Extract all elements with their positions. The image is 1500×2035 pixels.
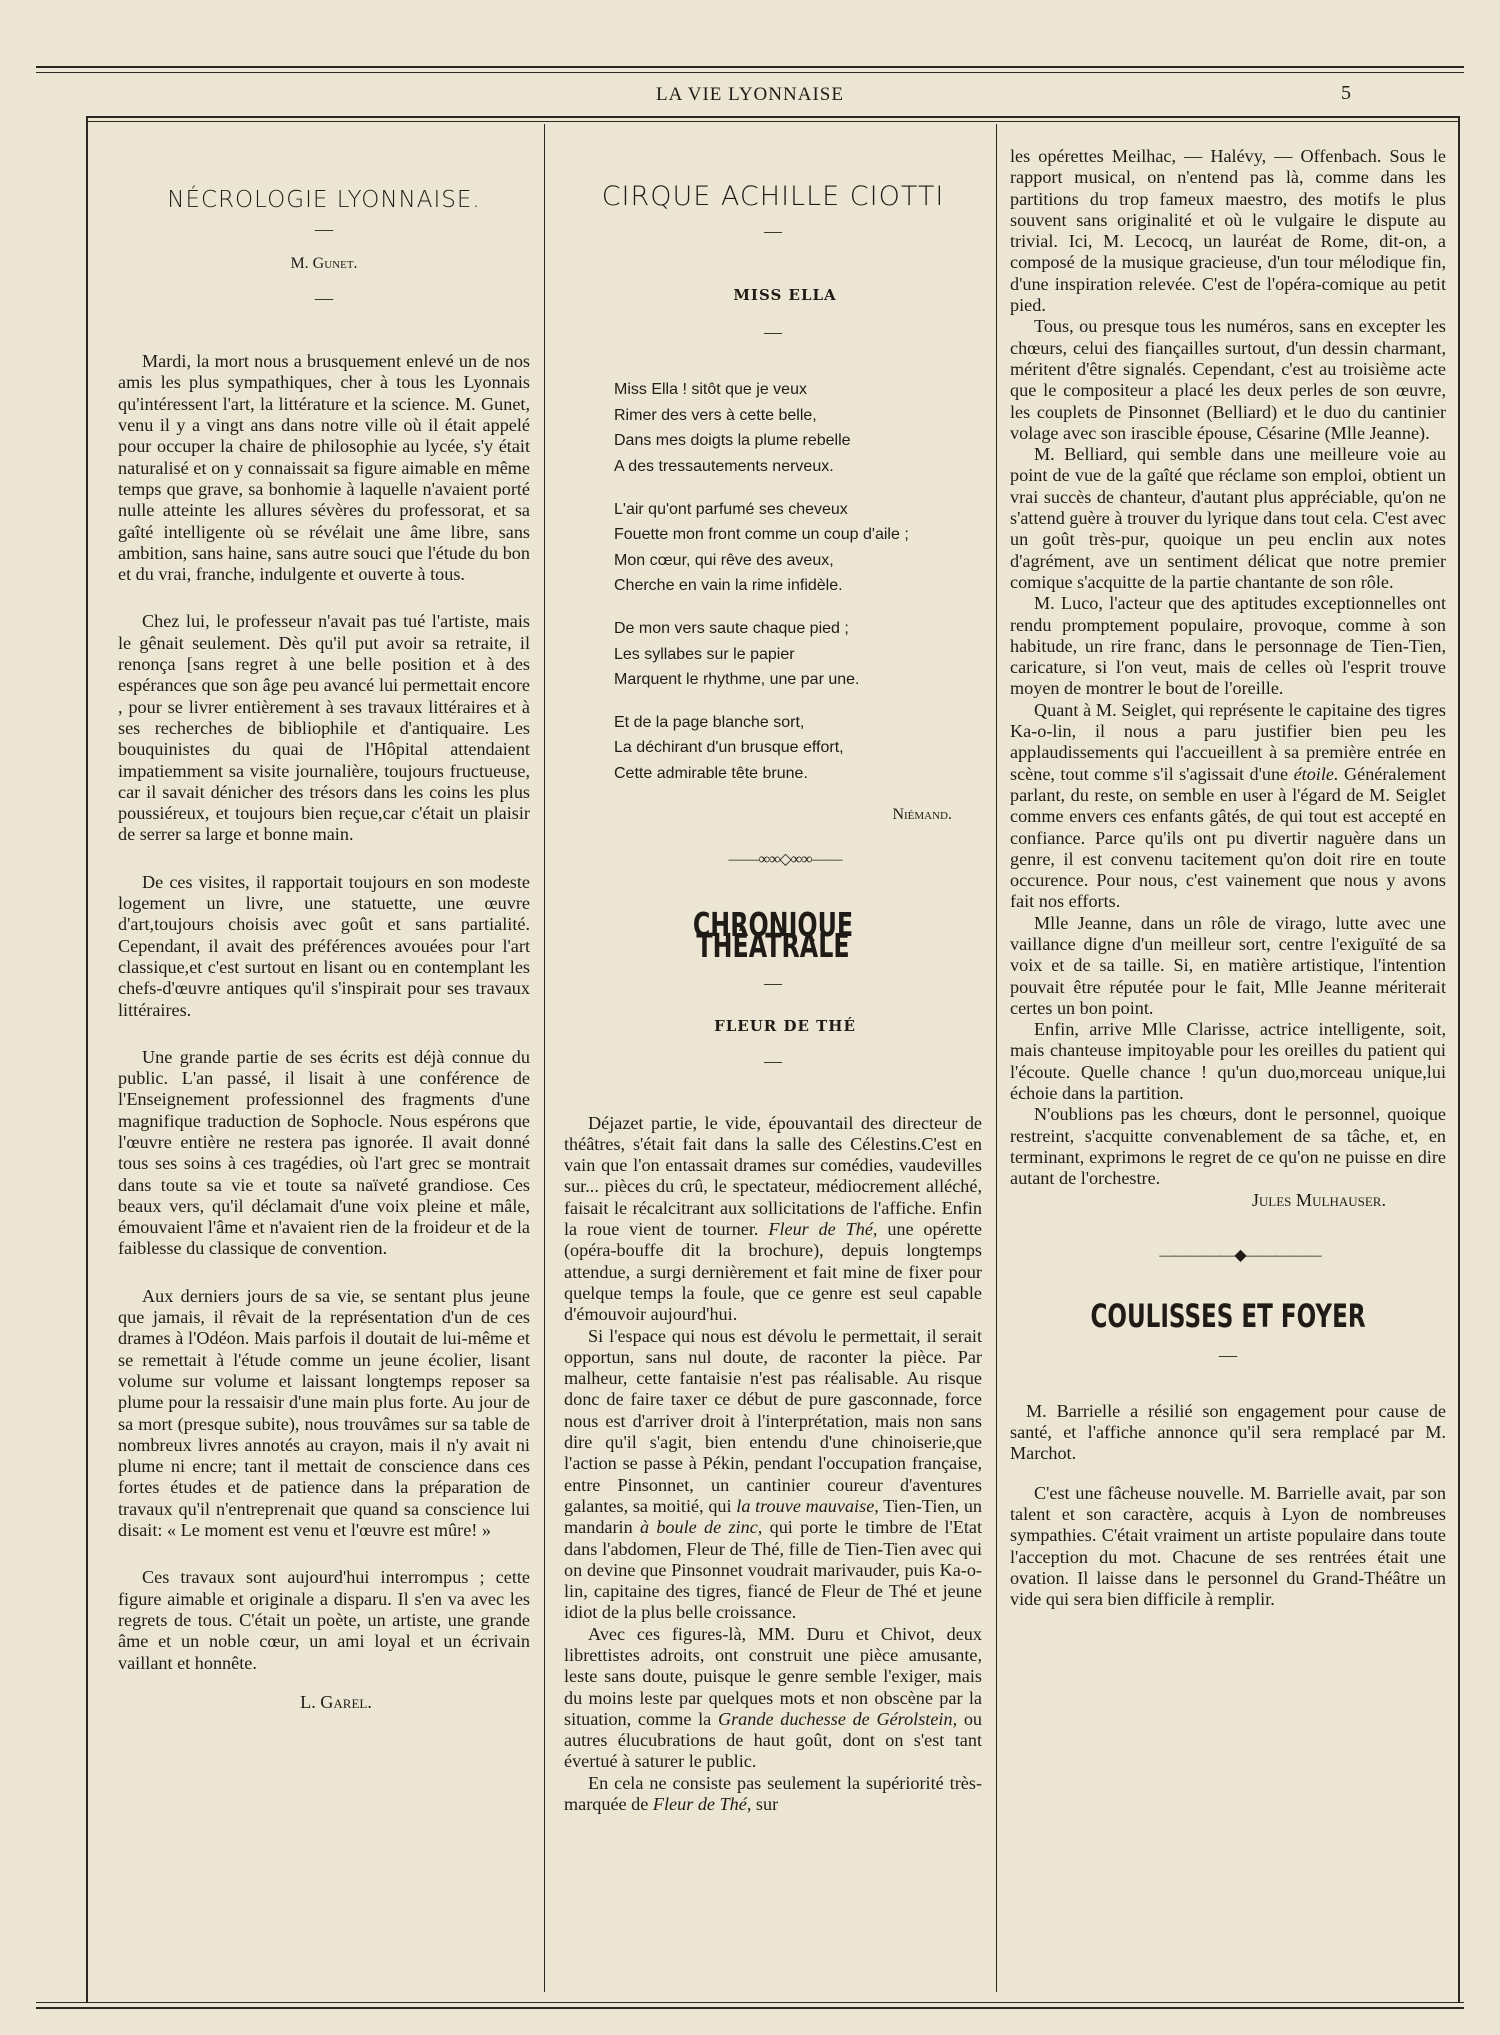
chronique-title: CHRONIQUE THÉATRALE xyxy=(692,905,854,966)
miss-ella-title: MISS ELLA xyxy=(733,285,837,304)
paragraph-text: Généralement parlant, du reste, on semble en user à l'égard de M. Seiglet comme envers ces enfants gâtés, de qui tout est accepté en confiance. Parce qu'ils ont pu divertir naguère dans un genre, il est convenu tacitement qu'on doit rire en toute occurence. Pour nous, c'est vainement que nous y avons fait nos efforts. xyxy=(1010,763,1446,912)
paragraph-text: une opérette (opéra-bouffe dit la brochure), depuis longtemps attendue, a surgi dernièrement et fait mine de fixer pour quelque temps la foule, que ce genre est seul capable d'émouvoir aujourd'hui. xyxy=(564,1219,982,1325)
chronique-paragraph: Mlle Jeanne, dans un rôle de virago, lutte avec une vaillance digne d'un meilleur sort, centre l'exiguïté de sa voix et de sa taille. Si, en matière artistique, l'intention pouvait être réputée pour le fait, Mlle Jeanne mériterait certes un bon point. xyxy=(1010,912,1446,1018)
title-dash: — xyxy=(315,219,333,240)
paragraph-text: Tien-Tien, un mandarin xyxy=(564,1495,983,1538)
poem-stanza xyxy=(564,710,982,787)
column-cirque-chronique xyxy=(564,146,982,1815)
paragraph-text: En cela ne consiste pas seulement la supériorité très-marquée de xyxy=(564,1772,982,1815)
italic-word: étoile. xyxy=(1293,763,1339,784)
paragraph-text: Déjazet partie, le vide, épouvantail des directeur de théâtres, s'était fait dans la salle des Célestins.C'est en vain que l'on entassait drames sur comédies, vaudevilles sur... pièces du crû, le spectateur, médiocrement alléché, faisait le récalcitrant aux sollicitations de l'affiche. Enfin la roue vient de tourner. xyxy=(564,1112,982,1240)
necrologie-paragraph: De ces visites, il rapportait toujours en son modeste logement un livre, une statuette, une œuvre d'art,toujours choisis avec goût et sans partialité. Cependant, il avait des préférences avouées pour l'art classique,et c'est surtout en lisant ou en contemplant les chefs-d'œuvre antiques qu'il s'inspirait pour ses travaux littéraires. xyxy=(118,871,530,1020)
coulisses-paragraph: M. Barrielle a résilié son engagement pour cause de santé, et l'affiche annonce qu'il sera remplacé par M. Marchot. xyxy=(1010,1400,1446,1464)
chronique-paragraph xyxy=(564,1773,982,1816)
miss-ella-dash: — xyxy=(764,321,782,342)
necrologie-subtitle: M. Gunet. xyxy=(290,254,358,272)
newspaper-title: LA VIE LYONNAISE xyxy=(656,84,844,105)
chronique-signature: Jules Mulhauser. xyxy=(1251,1189,1386,1210)
poem-line: La déchirant d'un brusque effort, xyxy=(614,739,844,757)
section-fleuron: ——∞∞◇∞∞—— xyxy=(728,850,842,868)
bottom-rule-thin xyxy=(36,2002,1464,2003)
poem-line: Dans mes doigts la plume rebelle xyxy=(614,432,851,450)
chronique-paragraph xyxy=(564,1113,982,1326)
necrologie-paragraph: Mardi, la mort nous a brusquement enlevé un de nos amis les plus sympathiques, cher à tous les Lyonnais qu'intéressent l'art, la littérature et la science. M. Gunet, venu il y a vingt ans dans notre ville où il était appelé pour occuper la chaire de philosophie au lycée, s'y était naturalisé et on y connaissait sa figure aimable en même temps que grave, sa bonhomie à laquelle n'avaient porté nulle atteinte les allures sévères du professorat, et sa gaîté intelligente où se révélait une âme libre, sans ambition, sans haine, sans autre souci que l'étude du bon et du vrai, franche, indulgente et ouverte à tous. xyxy=(118,351,530,585)
cirque-dash: — xyxy=(764,221,782,242)
poem-line: Marquent le rhythme, une par une. xyxy=(614,671,860,689)
page-number: 5 xyxy=(1341,82,1351,104)
top-frame-rule xyxy=(36,66,1464,68)
poem-line: Et de la page blanche sort, xyxy=(614,713,805,731)
cirque-title: CIRQUE ACHILLE CIOTTI xyxy=(601,181,945,212)
poem-signature: Niémand. xyxy=(892,805,952,823)
work-title: Fleur de Thé, xyxy=(652,1794,752,1815)
poem-line: A des tressautements nerveux. xyxy=(614,457,834,475)
paragraph-text: Si l'espace qui nous est dévolu le permettait, il serait opportun, sans nul doute, de raconter la pièce. Par malheur, cette fantaisie n'est pas réalisable. Au risque donc de faire taxer ce début de pure gasconnade, force nous est d'arriver droit à l'interprétation, mais non sans dire qu'il s'agit, bien entendu d'une chinoiserie,que l'action se passe à Pékin, pendant l'occupation française, entre Pinsonnet, un cantinier coureur d'aventures galantes, sa moitié, qui xyxy=(564,1325,982,1516)
chronique-paragraph: M. Luco, l'acteur que des aptitudes exceptionnelles ont rendu promptement populaire, provoque, comme à son habitude, un rire franc, dans le personnage de Tien-Tien, caricature, si l'on veut, mais de celles où l'esprit trouve moyen de montrer le bout de l'oreille. xyxy=(1010,593,1446,699)
chronique-paragraph: N'oublions pas les chœurs, dont le personnel, quoique restreint, s'acquitte convenablement de sa tâche, et, en terminant, exprimons le regret de ce qu'on ne puisse en dire autant de l'orchestre. xyxy=(1010,1104,1446,1189)
poem-stanza xyxy=(564,377,982,479)
poem-stanza xyxy=(564,497,982,599)
column-necrologie xyxy=(118,146,530,1713)
header-rule xyxy=(88,116,1460,118)
paragraph-text: sur xyxy=(755,1794,779,1815)
chronique-paragraph: Tous, ou presque tous les numéros, sans en excepter les chœurs, celui des fiançailles surtout, d'un dessin charmant, méritent d'être signalés. Cependant, c'est au troisième acte que le compositeur a placé les deux perles de son œuvre, les couplets de Pinsonnet (Belliard) et le duo du cantinier volage avec son irascible épouse, Césarine (Mlle Jeanne). xyxy=(1010,316,1446,443)
poem-line: Cette admirable tête brune. xyxy=(614,764,808,782)
work-title: Fleur de Thé, xyxy=(768,1219,878,1240)
paragraph-text: Quant à M. Seiglet, qui représente le capitaine des tigres Ka-o-lin, il nous a paru justifier bien peu les applaudissements qui l'accueillent à sa première entrée en scène, tout comme s'il s'agissait d'une xyxy=(1010,699,1446,784)
poem-stanza xyxy=(564,616,982,693)
italic-phrase: à boule de zinc, xyxy=(639,1517,763,1538)
poem-line: Cherche en vain la rime infidèle. xyxy=(614,577,843,595)
poem-line: De mon vers saute chaque pied ; xyxy=(614,619,849,637)
coulisses-dash: — xyxy=(1219,1345,1237,1366)
header-rule-thin xyxy=(88,121,1460,122)
subtitle-dash: — xyxy=(315,287,333,308)
necrologie-paragraph: Chez lui, le professeur n'avait pas tué l'artiste, mais le gênait seulement. Dès qu'il put avoir sa retraite, il renonça [sans regret à une belle position et à des espérances que son âge peu avancé lui permettait encore , pour se livrer entièrement à ses travaux littéraires et à ses recherches de bibliophile et d'antiquaire. Les bouquinistes du quai de l'Hôpital attendaient impatiemment sa visite journalière, toujours fructueuse, car il savait dénicher des trésors dans les coins les plus poussiéreux, et toujours bien reçue,car c'était un plaisir de serrer sa large et bonne main. xyxy=(118,611,530,845)
chronique-paragraph xyxy=(1010,700,1446,913)
chronique-continued-paragraph: les opérettes Meilhac, — Halévy, — Offenbach. Sous le rapport musical, on n'entend pas là, comme dans les partitions du trop fameux maestro, des motifs le plus souvent sans originalité et où le vulgaire le dispute au trivial. Ici, M. Lecocq, un lauréat de Rome, dit-on, a composé de la musique gracieuse, d'un tour mélodique fin, d'une inspiration relevée. C'est de l'opéra-comique au petit pied. xyxy=(1010,146,1446,316)
paragraph-text: Avec ces figures-là, MM. Duru et Chivot, deux librettistes adroits, ont construit une pièce amusante, leste sans doute, puisque le genre semble l'exiger, mais du moins leste par quelques mots et non obscène par la situation, comme la xyxy=(564,1623,982,1729)
chronique-paragraph: Enfin, arrive Mlle Clarisse, actrice intelligente, soit, mais chanteuse impitoyable pour les oreilles du patient qui l'écoute. Quelle chance ! qu'un duo,morceau unique,lui échoie dans la partition. xyxy=(1010,1019,1446,1104)
work-title: Grande duchesse de Gérolstein, xyxy=(717,1708,958,1729)
poem-line: Fouette mon front comme un coup d'aile ; xyxy=(614,526,909,544)
chronique-dash: — xyxy=(764,972,782,993)
section-fleuron: —————◆————— xyxy=(1159,1246,1321,1264)
poem-line: Rimer des vers à cette belle, xyxy=(614,406,817,424)
chronique-paragraph xyxy=(564,1326,982,1624)
poem-line: Les syllabes sur le papier xyxy=(614,645,795,663)
chronique-paragraph: M. Belliard, qui semble dans une meilleure voie au point de vue de la gaîté que réclame son emploi, obtient un vrai succès de chanteur, d'autant plus appréciable, qu'on ne s'attend guère à trouver du lyrique dans tout cela. C'est avec un goût très-pur, quoique un peu enclin aux notes d'agrément, ave un sentiment délicat que notre premier comique s'acquitte de la partie chantante de son rôle. xyxy=(1010,444,1446,592)
column-divider-2 xyxy=(996,124,997,1992)
necrologie-paragraph: Aux derniers jours de sa vie, se sentant plus jeune que jamais, il rêvait de la représentation d'un de ces drames à l'Odéon. Mais parfois il doutait de lui-même et se remettait à l'étude comme un jeune écolier, lisant volume sur volume et laissant longtemps reposer sa plume pour la ressaisir d'une main plus forte. Au jour de sa mort (presque subite), nous trouvâmes sur sa table de nombreux livres annotés au crayon, mais il n'y avait ni plume ni encre; tant il mettait de conscience dans ces fortes études et de patience dans la préparation de travaux qu'il n'entreprenait que quand sa conscience lui disait: « Le moment est venu et l'œuvre est mûre! » xyxy=(118,1285,530,1541)
italic-phrase: la trouve mauvaise, xyxy=(736,1495,879,1516)
left-frame-rule xyxy=(86,116,88,2003)
fleur-de-the-title: FLEUR DE THÉ xyxy=(714,1016,856,1035)
column-divider-1 xyxy=(544,124,545,1992)
necrologie-paragraph: Ces travaux sont aujourd'hui interrompus ; cette figure aimable et originale a disparu. Il s'en va avec les regrets de tous. C'était un poète, un artiste, une grande âme et un noble cœur, un ami loyal et un écrivain vaillant et honnête. xyxy=(118,1567,530,1673)
fleur-dash: — xyxy=(764,1051,782,1072)
necrologie-paragraph: Une grande partie de ses écrits est déjà connue du public. L'an passé, il lisait à une conférence de l'Enseignement professionnel des fragments d'une magnifique traduction de Sophocle. Nous espérons que l'œuvre entière ne restera pas ignorée. Il avait donné tous ses soins à ces tragédies, où l'art grec se montrait dans toute sa vie et toute sa naïveté grandiose. Ces beaux vers, qu'il déclamait d'une voix pleine et mâle, émouvaient l'âme et n'avaient rien de la froideur et de la faiblesse du classique de convention. xyxy=(118,1046,530,1259)
bottom-rule xyxy=(36,2007,1464,2009)
miss-ella-poem xyxy=(564,377,982,786)
poem-line: Mon cœur, qui rêve des aveux, xyxy=(614,551,834,569)
paragraph-text: ou autres élucubrations de haut goût, dont on s'est tant évertué à saturer le public. xyxy=(564,1708,983,1772)
top-frame-rule-thin xyxy=(36,72,1464,73)
necrologie-signature: L. Garel. xyxy=(300,1691,372,1712)
chronique-paragraph xyxy=(564,1624,982,1773)
column-chronique-suite xyxy=(1010,146,1446,1610)
right-frame-rule xyxy=(1458,116,1460,2003)
necrologie-title: NÉCROLOGIE LYONNAISE. xyxy=(167,187,481,213)
paragraph-text: qui porte le timbre de l'Etat dans l'abdomen, Fleur de Thé, fille de Tien-Tien avec qui on devine que Pinsonnet voudrait marivauder, puis Ka-o-lin, capitaine des tigres, fiancé de Fleur de Thé et jeune idiot de la plus belle croissance. xyxy=(564,1517,983,1623)
coulisses-title: COULISSES ET FOYER xyxy=(1090,1297,1366,1336)
poem-line: L'air qu'ont parfumé ses cheveux xyxy=(614,500,848,518)
poem-line: Miss Ella ! sitôt que je veux xyxy=(614,381,807,399)
coulisses-paragraph: C'est une fâcheuse nouvelle. M. Barrielle avait, par son talent et son caractère, acquis à Lyon de nombreuses sympathies. C'était vraiment un artiste populaire dans toute l'acception du mot. Chacune de ses rentrées était une ovation. Il laisse dans le personnel du Grand-Théâtre un vide qui sera bien difficile à remplir. xyxy=(1010,1482,1446,1610)
